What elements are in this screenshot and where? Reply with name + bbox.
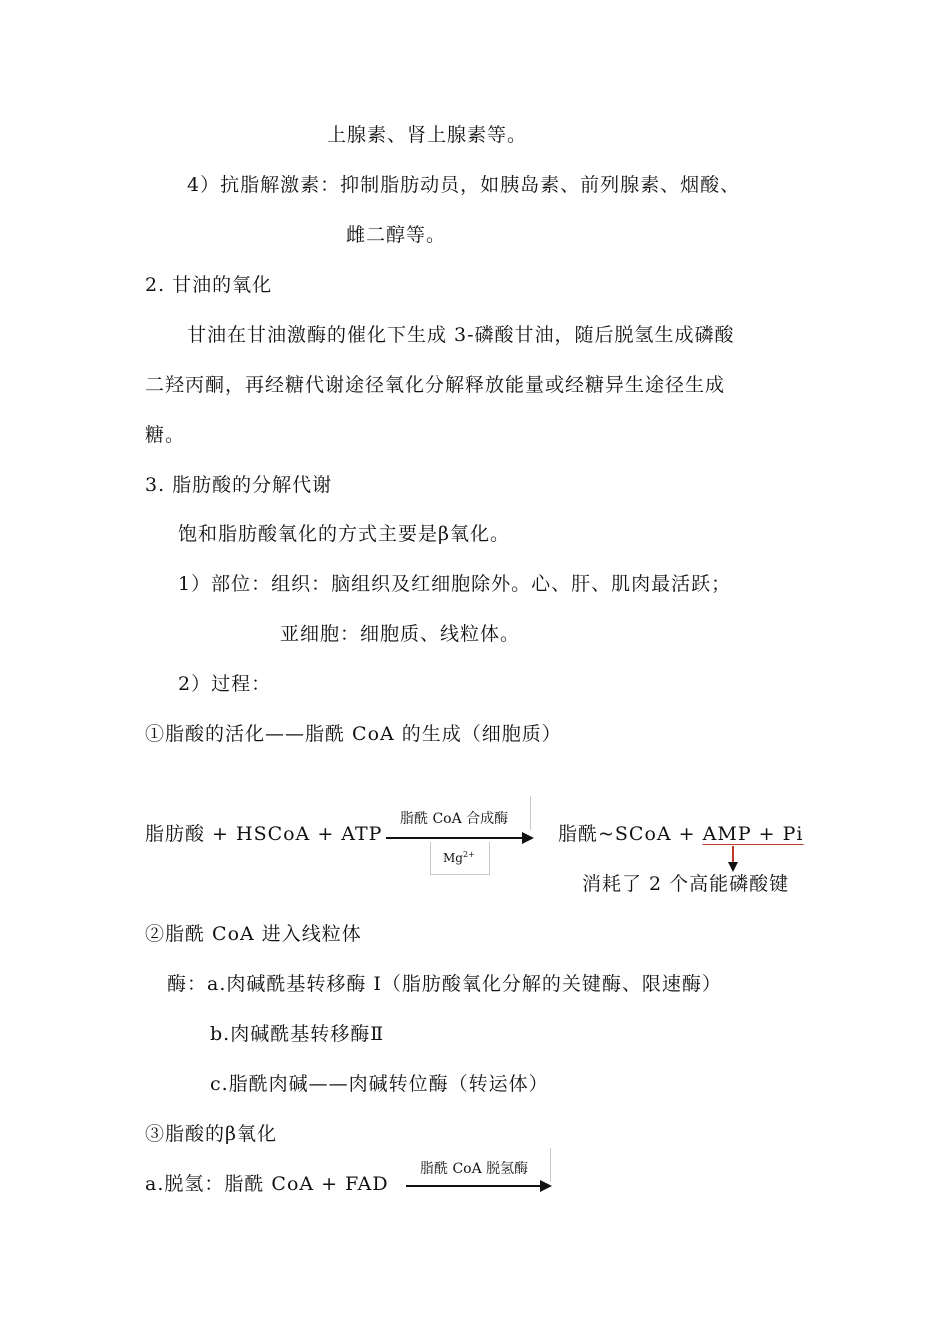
reaction-reactants: a.脱氢：脂酰 CoA + FAD: [145, 1173, 389, 1195]
divider: [530, 796, 531, 830]
byproducts: AMP + Pi: [702, 823, 804, 845]
text-line: 2）过程：: [178, 673, 272, 695]
annotation-arrowhead: [728, 862, 738, 872]
reaction-arrow: [406, 1180, 554, 1192]
text-line: 亚细胞：细胞质、线粒体。: [280, 623, 521, 645]
divider: [430, 842, 431, 874]
text-line: 上腺素、肾上腺素等。: [327, 124, 528, 146]
section-heading: 2. 甘油的氧化: [145, 274, 273, 296]
annotation-note: 消耗了 2 个高能磷酸键: [582, 873, 790, 895]
text-line: 1）部位：组织：脑组织及红细胞除外。心、肝、肌肉最活跃；: [178, 573, 732, 595]
reaction-condition: $Mg^{2+}$: [443, 850, 475, 865]
reaction-arrow: [386, 832, 534, 844]
text-line: 4）抗脂解激素：抑制脂肪动员，如胰岛素、前列腺素、烟酸、: [187, 174, 741, 196]
divider: [489, 842, 490, 874]
reaction-reactants: 脂肪酸 + HSCoA + ATP: [145, 823, 383, 845]
section-heading: 3. 脂肪酸的分解代谢: [145, 474, 333, 496]
text-line: 糖。: [145, 424, 186, 446]
text-line: 酶：a.肉碱酰基转移酶 I（脂肪酸氧化分解的关键酶、限速酶）: [167, 973, 722, 995]
text-line: 二羟丙酮，再经糖代谢途径氧化分解释放能量或经糖异生途径生成: [145, 374, 726, 396]
divider: [430, 874, 490, 875]
text-line: 甘油在甘油激酶的催化下生成 3-磷酸甘油，随后脱氢生成磷酸: [187, 324, 735, 346]
divider: [550, 1148, 551, 1182]
reaction-enzyme: 脂酰 CoA 合成酶: [400, 811, 509, 827]
text-line: c.脂酰肉碱——肉碱转位酶（转运体）: [210, 1073, 549, 1095]
text-line: 饱和脂肪酸氧化的方式主要是β氧化。: [178, 523, 510, 545]
reaction-enzyme: 脂酰 CoA 脱氢酶: [420, 1161, 529, 1177]
text-line: 雌二醇等。: [346, 224, 447, 246]
step-heading: ③脂酸的β氧化: [145, 1123, 277, 1145]
text-line: b.肉碱酰基转移酶Ⅱ: [210, 1023, 385, 1045]
step-heading: ①脂酸的活化——脂酰 CoA 的生成（细胞质）: [145, 723, 562, 745]
step-heading: ②脂酰 CoA 进入线粒体: [145, 923, 362, 945]
reaction-product: 脂酰~SCoA + AMP + Pi: [558, 823, 804, 845]
